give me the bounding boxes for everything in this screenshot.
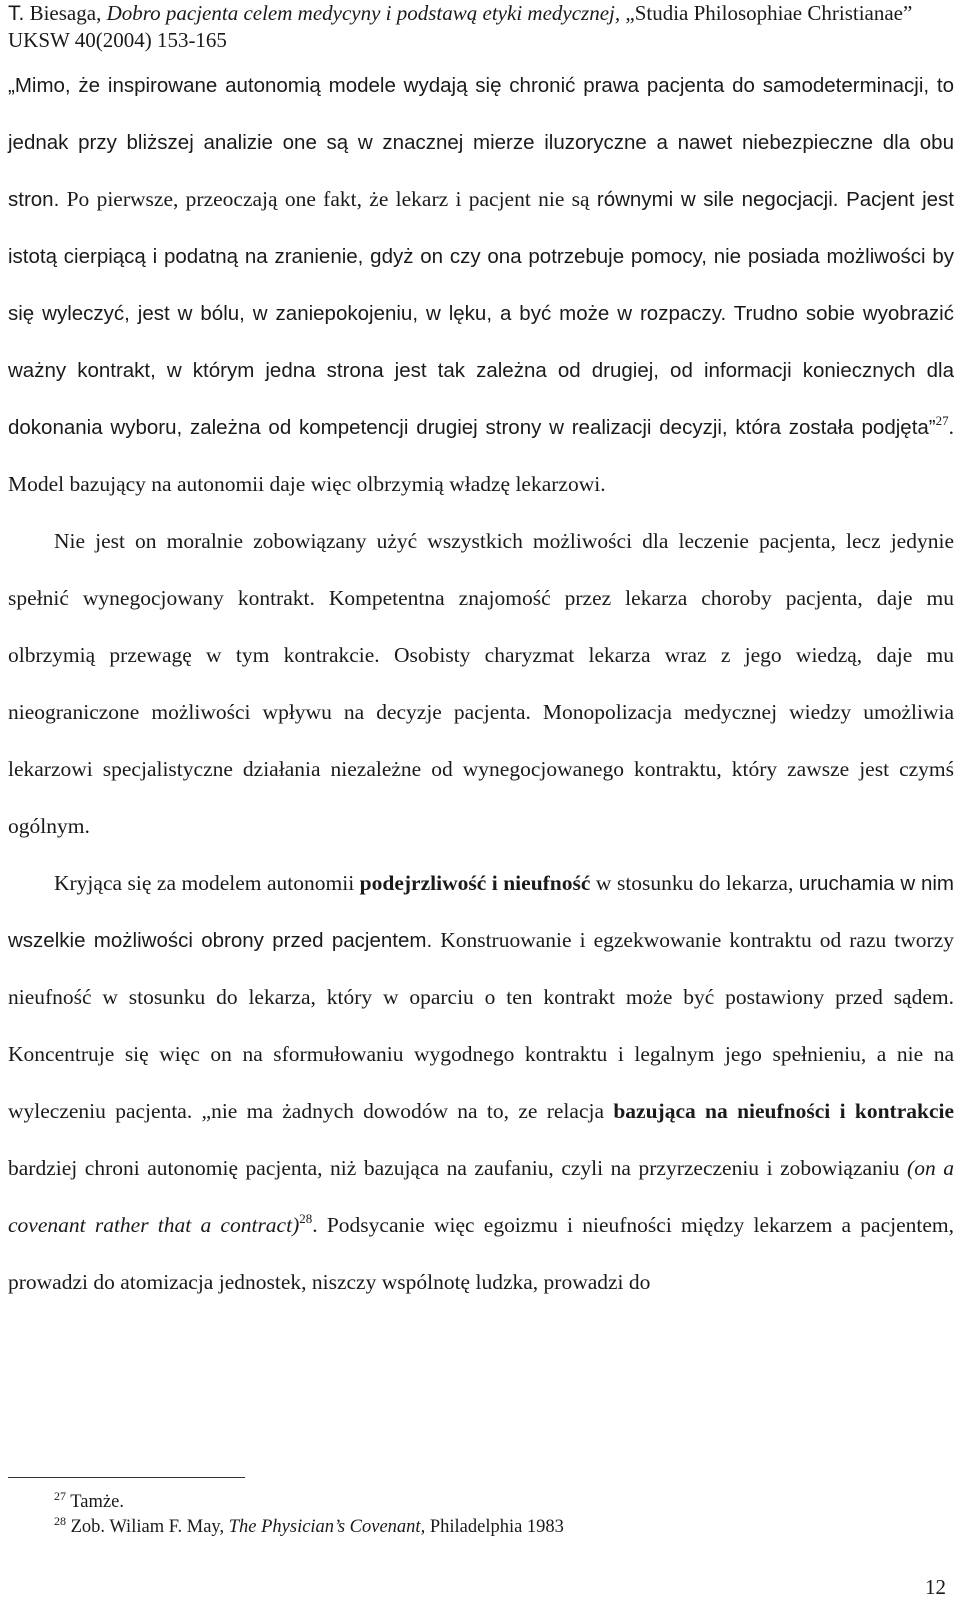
quote-sans-part-1: „Mimo, że inspirowane autonomią modele wydają się chronić prawa pacjenta do samodeterminacji, to jednak przy bliższej analizie one są w znacznej mierze iluzoryczne a nawet niebezpieczne dla obu stron. <box>8 74 954 211</box>
paragraph-quote <box>8 57 954 513</box>
p3-text-5: . Podsycanie więc egoizmu i nieufności między lekarzem a pacjentem, prowadzi do atomizacja jednostek, niszczy wspólnotę ludzka, prowadzi do <box>8 1213 954 1294</box>
footnote-number: 27 <box>54 1489 66 1503</box>
p3-text-3: Konstruowanie i egzekwowanie kontraktu od razu tworzy nieufność w stosunku do lekarza, który w oparciu o ten kontrakt może być postawiony przed sądem. Koncentruje się więc on na sformułowaniu wygodnego kontraktu i legalnym jego spełnieniu, a nie na wyleczeniu pacjenta. „nie ma żadnych dowodów na to, ze relacja <box>8 928 954 1123</box>
footnote-28 <box>54 1515 934 1540</box>
p3-text-2: w stosunku do lekarza, <box>590 871 799 895</box>
header-author-initial: T. <box>8 2 25 25</box>
quote-serif-part-2: . Model bazujący na autonomii daje więc olbrzymią władzę lekarzowi. <box>8 415 954 496</box>
footnote-27 <box>54 1490 934 1515</box>
header-article-title: Dobro pacjenta celem medycyny i podstawą etyki medycznej, <box>106 1 621 25</box>
footnote-ref-27: 27 <box>935 413 949 428</box>
footnote-text: Tamże. <box>66 1492 124 1512</box>
quote-serif-part-1: Po pierwsze, przeoczają one fakt, że lekarz i pacjent nie są <box>59 187 597 211</box>
main-text <box>8 57 954 1311</box>
p3-bold-2: bazująca na nieufności i kontrakcie <box>613 1099 955 1123</box>
footnote-text-after: Philadelphia 1983 <box>425 1517 564 1537</box>
quote-sans-part-2: równymi w sile negocjacji. Pacjent jest istotą cierpiącą i podatną na zranienie, gdyż on czy ona potrzebuje pomocy, nie posiada możliwości by się wyleczyć, jest w bólu, w zaniepokojeniu, w lęku, a być może w rozpaczy. Trudno sobie wyobrazić ważny kontrakt, w którym jedna strona jest tak zależna od drugiej, od informacji koniecznych dla dokonania wyboru, zależna od kompetencji drugiej strony w realizacji decyzji, która została podjęta” <box>8 188 954 439</box>
footnote-ref-28: 28 <box>299 1211 313 1226</box>
p3-text-1: Kryjąca się za modelem autonomii <box>54 871 360 895</box>
paragraph-suspicion <box>8 855 954 1311</box>
footnote-text: Zob. Wiliam F. May, <box>66 1517 229 1537</box>
footnotes <box>54 1490 934 1540</box>
header-author-name: Biesaga, <box>24 1 107 25</box>
footnote-book-title: The Physician’s Covenant, <box>228 1517 426 1537</box>
p3-sans-text: uruchamia w nim wszelkie możliwości obrony przed pacjentem. <box>8 872 954 952</box>
running-header <box>8 0 948 54</box>
footnote-divider <box>8 1477 245 1478</box>
p3-italic: (on a covenant rather that a contract) <box>8 1156 954 1237</box>
page-number: 12 <box>925 1575 946 1599</box>
p3-bold-1: podejrzliwość i nieufność <box>359 871 591 895</box>
footnote-number: 28 <box>54 1514 66 1528</box>
paragraph-contract: Nie jest on moralnie zobowiązany użyć wszystkich możliwości dla leczenie pacjenta, lecz jedynie spełnić wynegocjowany kontrakt. Kompetentna znajomość przez lekarza choroby pacjenta, daje mu olbrzymią przewagę w tym kontrakcie. Osobisty charyzmat lekarza wraz z jego wiedzą, daje mu nieograniczone możliwości wpływu na decyzje pacjenta. Monopolizacja medycznej wiedzy umożliwia lekarzowi specjalistyczne działania niezależne od wynegocjowanego kontraktu, który zawsze jest czymś ogólnym. <box>8 529 954 838</box>
header-journal: „Studia Philosophiae Christianae” UKSW 40(2004) 153-165 <box>8 1 913 52</box>
p3-text-4: bardziej chroni autonomię pacjenta, niż bazująca na zaufaniu, czyli na przyrzeczeniu i zobowiązaniu <box>8 1156 908 1180</box>
